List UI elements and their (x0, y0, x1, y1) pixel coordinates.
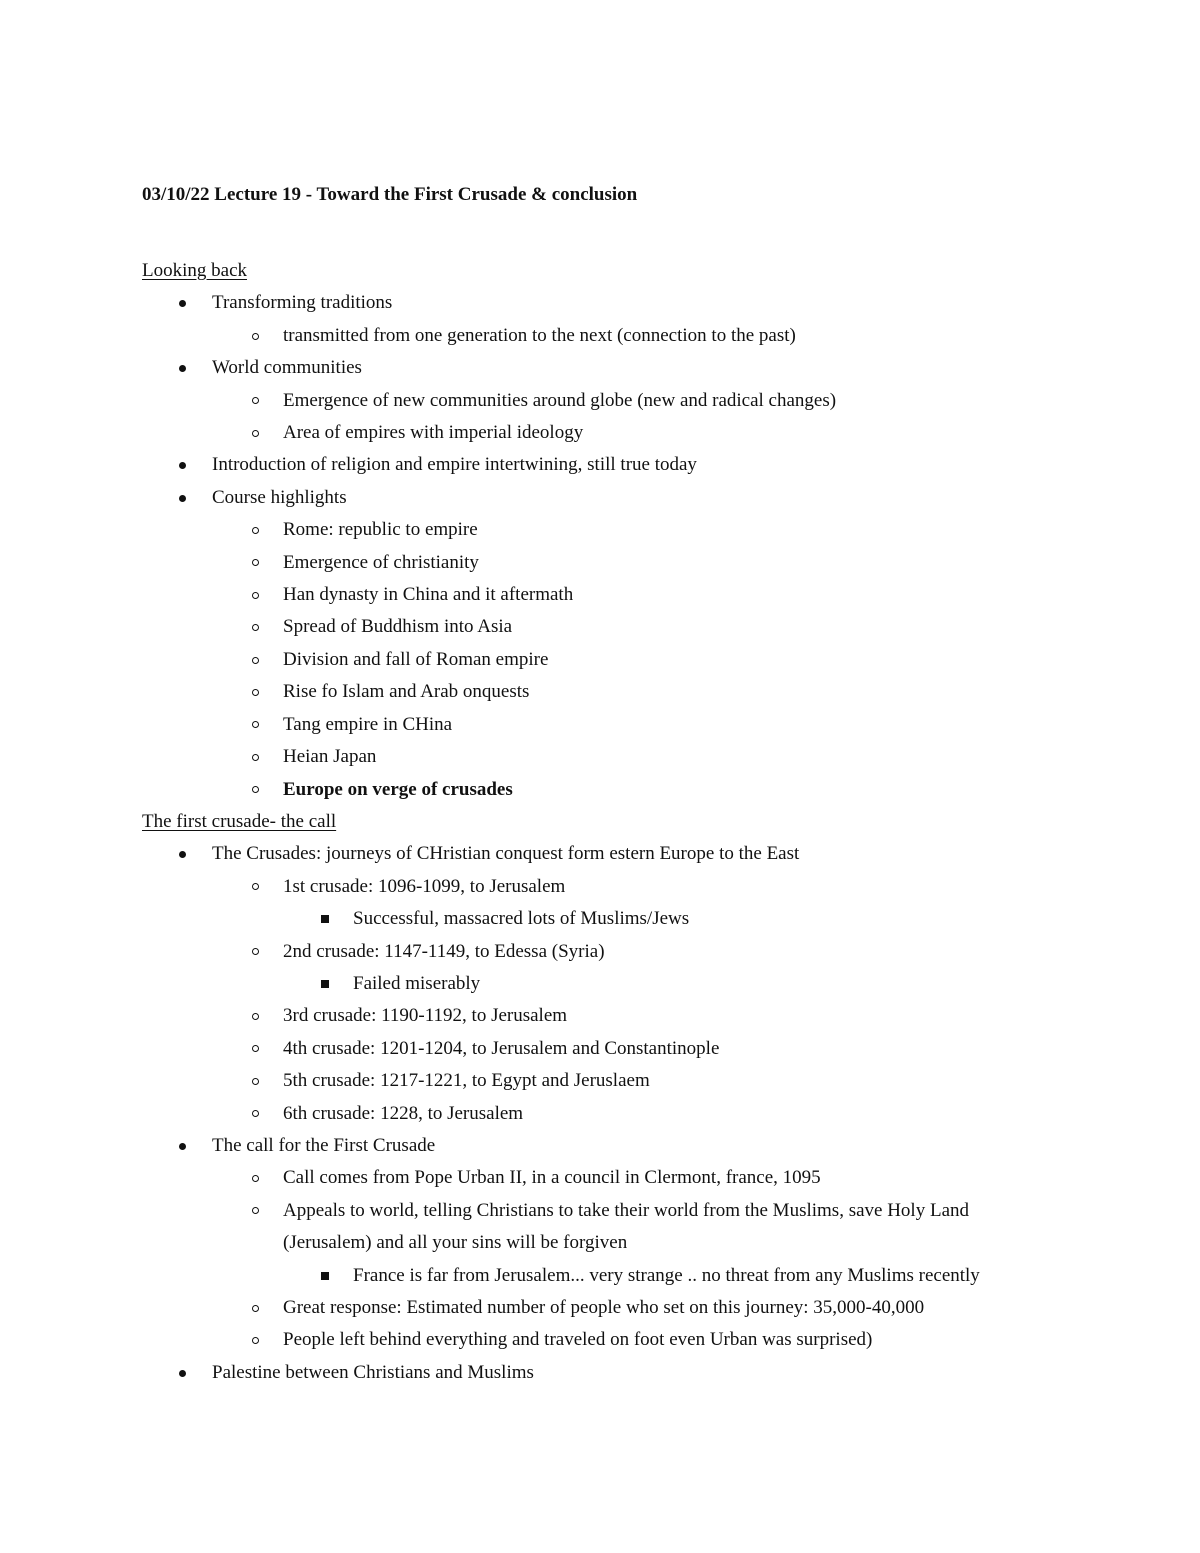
list-item (142, 287, 1152, 319)
list-item-text: Europe on verge of crusades (283, 778, 513, 800)
list-item-text: Han dynasty in China and it aftermath (283, 584, 574, 606)
bullet-icon (172, 449, 192, 481)
list-item (142, 838, 1152, 870)
circle-bullet-icon (245, 1292, 265, 1324)
notes-body (142, 255, 1152, 1389)
list-item-text: Heian Japan (283, 746, 377, 768)
list-item (142, 709, 1152, 741)
circle-bullet-icon (245, 1324, 265, 1356)
circle-bullet-icon (245, 514, 265, 546)
square-bullet-icon (315, 903, 335, 935)
list-item-text: The call for the First Crusade (212, 1134, 436, 1156)
list-item-text: Transforming traditions (212, 292, 393, 314)
list-item (142, 1292, 1152, 1324)
section-heading-looking-back: Looking back (142, 260, 248, 281)
circle-bullet-icon (245, 676, 265, 708)
list-item-text: Area of empires with imperial ideology (283, 422, 584, 444)
list-item (142, 1357, 1152, 1389)
list-item (142, 741, 1152, 773)
list-item-text: Successful, massacred lots of Muslims/Jews (353, 908, 690, 930)
list-item (142, 1000, 1152, 1032)
list-item-text: Spread of Buddhism into Asia (283, 616, 513, 638)
list-item (142, 676, 1152, 708)
list-item (142, 320, 1152, 352)
list-item-text: People left behind everything and traveled on foot even Urban was surprised) (283, 1329, 873, 1351)
list-item (142, 482, 1152, 514)
circle-bullet-icon (245, 1065, 265, 1097)
list-item (142, 1065, 1152, 1097)
circle-bullet-icon (245, 1098, 265, 1130)
list-item-text: Emergence of christianity (283, 551, 479, 573)
list-item-text: The Crusades: journeys of CHristian conquest form estern Europe to the East (212, 843, 800, 865)
list-item-text: 3rd crusade: 1190-1192, to Jerusalem (283, 1005, 568, 1027)
list-item (142, 1324, 1152, 1356)
list-item (142, 1162, 1152, 1194)
bullet-icon (172, 482, 192, 514)
circle-bullet-icon (245, 320, 265, 352)
list-item (142, 1195, 1152, 1260)
circle-bullet-icon (245, 871, 265, 903)
list-item (142, 514, 1152, 546)
circle-bullet-icon (245, 547, 265, 579)
list-item-text: Rise fo Islam and Arab onquests (283, 681, 530, 703)
list-item-text: 6th crusade: 1228, to Jerusalem (283, 1102, 524, 1124)
list-item-text: Palestine between Christians and Muslims (212, 1361, 534, 1383)
list-item (142, 871, 1152, 903)
circle-bullet-icon (245, 936, 265, 968)
bullet-icon (172, 838, 192, 870)
list-item-text: transmitted from one generation to the next (connection to the past) (283, 324, 796, 346)
list-item-text: Appeals to world, telling Christians to take their world from the Muslims, save Holy Land (Jerusalem) and all your sins will be forgiven (283, 1199, 970, 1254)
list-item-text: 4th crusade: 1201-1204, to Jerusalem and Constantinople (283, 1037, 720, 1059)
list-item (142, 611, 1152, 643)
list-item-text: 1st crusade: 1096-1099, to Jerusalem (283, 875, 566, 897)
list-item-text: France is far from Jerusalem... very strange .. no threat from any Muslims recently (353, 1264, 980, 1286)
list-item (142, 968, 1152, 1000)
circle-bullet-icon (245, 709, 265, 741)
bullet-icon (172, 287, 192, 319)
list-item (142, 1098, 1152, 1130)
bullet-icon (172, 1130, 192, 1162)
list-item-text: Emergence of new communities around globe (new and radical changes) (283, 389, 837, 411)
list-item-text: 5th crusade: 1217-1221, to Egypt and Jeruslaem (283, 1070, 650, 1092)
list-item (142, 579, 1152, 611)
list-item-text: Course highlights (212, 486, 347, 508)
list-item-text: Introduction of religion and empire intertwining, still true today (212, 454, 697, 476)
square-bullet-icon (315, 1260, 335, 1292)
list-item (142, 1130, 1152, 1162)
list-item (142, 385, 1152, 417)
circle-bullet-icon (245, 579, 265, 611)
circle-bullet-icon (245, 417, 265, 449)
circle-bullet-icon (245, 774, 265, 806)
circle-bullet-icon (245, 1162, 265, 1194)
list-item-text: Great response: Estimated number of people who set on this journey: 35,000-40,000 (283, 1297, 925, 1318)
list-item (142, 936, 1152, 968)
list-item (142, 417, 1152, 449)
circle-bullet-icon (245, 385, 265, 417)
list-item (142, 903, 1152, 935)
list-item (142, 352, 1152, 384)
list-item (142, 449, 1152, 481)
list-item-text: World communities (212, 357, 362, 379)
bullet-icon (172, 352, 192, 384)
circle-bullet-icon (245, 741, 265, 773)
circle-bullet-icon (245, 644, 265, 676)
list-item-text: Failed miserably (353, 972, 481, 994)
list-item (142, 1260, 1152, 1292)
list-item (142, 774, 1152, 806)
circle-bullet-icon (245, 611, 265, 643)
square-bullet-icon (315, 968, 335, 1000)
list-item (142, 547, 1152, 579)
circle-bullet-icon (245, 1033, 265, 1065)
section-heading-first-crusade: The first crusade- the call (142, 810, 337, 832)
list-item-text: Call comes from Pope Urban II, in a council in Clermont, france, 1095 (283, 1167, 821, 1189)
list-item (142, 644, 1152, 676)
bullet-icon (172, 1357, 192, 1389)
list-item-text: Division and fall of Roman empire (283, 648, 549, 670)
list-item (142, 1033, 1152, 1065)
list-item-text: Rome: republic to empire (283, 519, 478, 541)
document-title: 03/10/22 Lecture 19 - Toward the First Crusade & conclusion (142, 184, 638, 205)
list-item-text: 2nd crusade: 1147-1149, to Edessa (Syria) (283, 940, 605, 962)
list-item-text: Tang empire in CHina (283, 713, 453, 735)
circle-bullet-icon (245, 1195, 265, 1227)
circle-bullet-icon (245, 1000, 265, 1032)
